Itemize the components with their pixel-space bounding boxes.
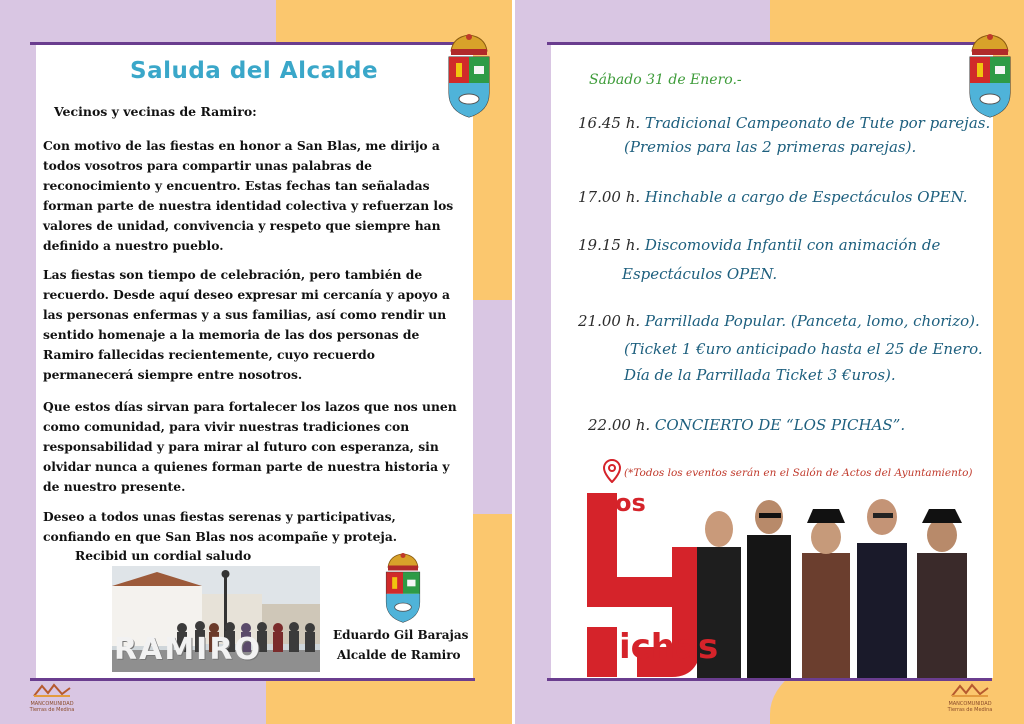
paragraph-3 <box>43 397 457 497</box>
page-title: Saluda del Alcalde <box>130 58 379 84</box>
bottom-rule <box>547 678 992 681</box>
bottom-rule <box>30 678 475 681</box>
paragraph-2 <box>43 265 450 385</box>
text-line: olvidar nunca a quienes forman parte de nuestra historia y <box>43 459 450 474</box>
mancomunidad-logo-icon <box>32 683 72 697</box>
event-time: 22.00 h. <box>588 416 651 434</box>
event-text: Tradicional Campeonato de Tute por parejas. <box>644 114 991 132</box>
text-line: Con motivo de las fiestas en honor a San Blas, me dirijo a <box>43 138 440 153</box>
event-time: 19.15 h. <box>578 236 641 254</box>
town-sign-letters: RAMIRO <box>114 632 262 667</box>
event-time: 21.00 h. <box>578 312 641 330</box>
logo-line-2: Tierras de Medina <box>947 707 993 713</box>
text-line: como comunidad, para vivir nuestras tradiciones con <box>43 419 410 434</box>
text-line: permanecerá siempre entre nosotros. <box>43 367 303 382</box>
coat-of-arms-icon <box>383 552 423 624</box>
text-line: valores de unidad, convivencia y respeto que siempre han <box>43 218 441 233</box>
logo-line-1: MANCOMUNIDAD <box>30 701 74 707</box>
event-5 <box>588 413 905 437</box>
event-text: (Ticket 1 €uro anticipado hasta el 25 de Enero. <box>624 340 983 358</box>
event-3 <box>578 233 940 286</box>
event-time: 16.45 h. <box>578 114 641 132</box>
band-photo <box>577 487 992 678</box>
event-1 <box>578 111 990 159</box>
text-line: Deseo a todos unas fiestas serenas y participativas, <box>43 509 396 524</box>
top-rule <box>30 42 475 45</box>
text-line: confiando en que San Blas nos acompañe y proteja. <box>43 529 398 544</box>
signature-name: Eduardo Gil Barajas <box>333 628 469 642</box>
event-text: Hinchable a cargo de Espectáculos OPEN. <box>644 188 968 206</box>
text-line: reconocimiento y encuentro. Estas fechas tan señaladas <box>43 178 430 193</box>
event-text: CONCIERTO DE “LOS PICHAS”. <box>654 416 906 434</box>
text-line: todos vosotros para compartir unas palabras de <box>43 158 373 173</box>
mancomunidad-logo-icon <box>950 683 990 697</box>
band-name-bottom: ichas <box>619 627 719 667</box>
mancomunidad-logo <box>26 682 78 713</box>
text-line: recuerdo. Desde aquí deseo expresar mi cercanía y apoyo a <box>43 287 450 302</box>
event-4 <box>578 309 983 387</box>
mancomunidad-logo <box>944 682 996 713</box>
town-group-photo <box>112 566 320 672</box>
top-rule <box>547 42 992 45</box>
text-line: Ramiro fallecidas recientemente, cuyo recuerdo <box>43 347 375 362</box>
paragraph-1 <box>43 136 453 256</box>
logo-line-1: MANCOMUNIDAD <box>948 701 992 707</box>
text-line: de nuestro presente. <box>43 479 186 494</box>
event-2 <box>578 185 968 209</box>
text-line: Las fiestas son tiempo de celebración, pero también de <box>43 267 423 282</box>
event-text: (Premios para las 2 primeras parejas). <box>624 138 917 156</box>
event-text: Parrillada Popular. (Panceta, lomo, chorizo). <box>644 312 980 330</box>
text-line: Que estos días sirvan para fortalecer los lazos que nos unen <box>43 399 457 414</box>
event-time: 17.00 h. <box>578 188 641 206</box>
paragraph-4 <box>43 507 397 547</box>
closing-line: Recibid un cordial saludo <box>75 548 252 563</box>
event-text: Discomovida Infantil con animación de <box>644 236 941 254</box>
coat-of-arms-icon <box>445 33 493 119</box>
event-text: Día de la Parrillada Ticket 3 €uros). <box>624 366 896 384</box>
text-line: responsabilidad y para mirar al futuro con esperanza, sin <box>43 439 439 454</box>
signature-role: Alcalde de Ramiro <box>337 648 461 662</box>
logo-line-2: Tierras de Medina <box>29 707 75 713</box>
band-name-top: os <box>615 489 646 517</box>
program-date: Sábado 31 de Enero.- <box>589 72 742 88</box>
greeting: Vecinos y vecinas de Ramiro: <box>54 104 257 119</box>
event-text: Espectáculos OPEN. <box>622 265 778 283</box>
text-line: definido a nuestro pueblo. <box>43 238 224 253</box>
coat-of-arms-icon <box>966 33 1014 119</box>
venue-note: (*Todos los eventos serán en el Salón de Actos del Ayuntamiento) <box>624 467 973 479</box>
text-line: sentido homenaje a la memoria de las dos personas de <box>43 327 420 342</box>
text-line: las personas enfermas y a sus familias, así como rendir un <box>43 307 447 322</box>
location-pin-icon <box>603 459 621 483</box>
text-line: forman parte de nuestra identidad colectiva y refuerzan los <box>43 198 454 213</box>
